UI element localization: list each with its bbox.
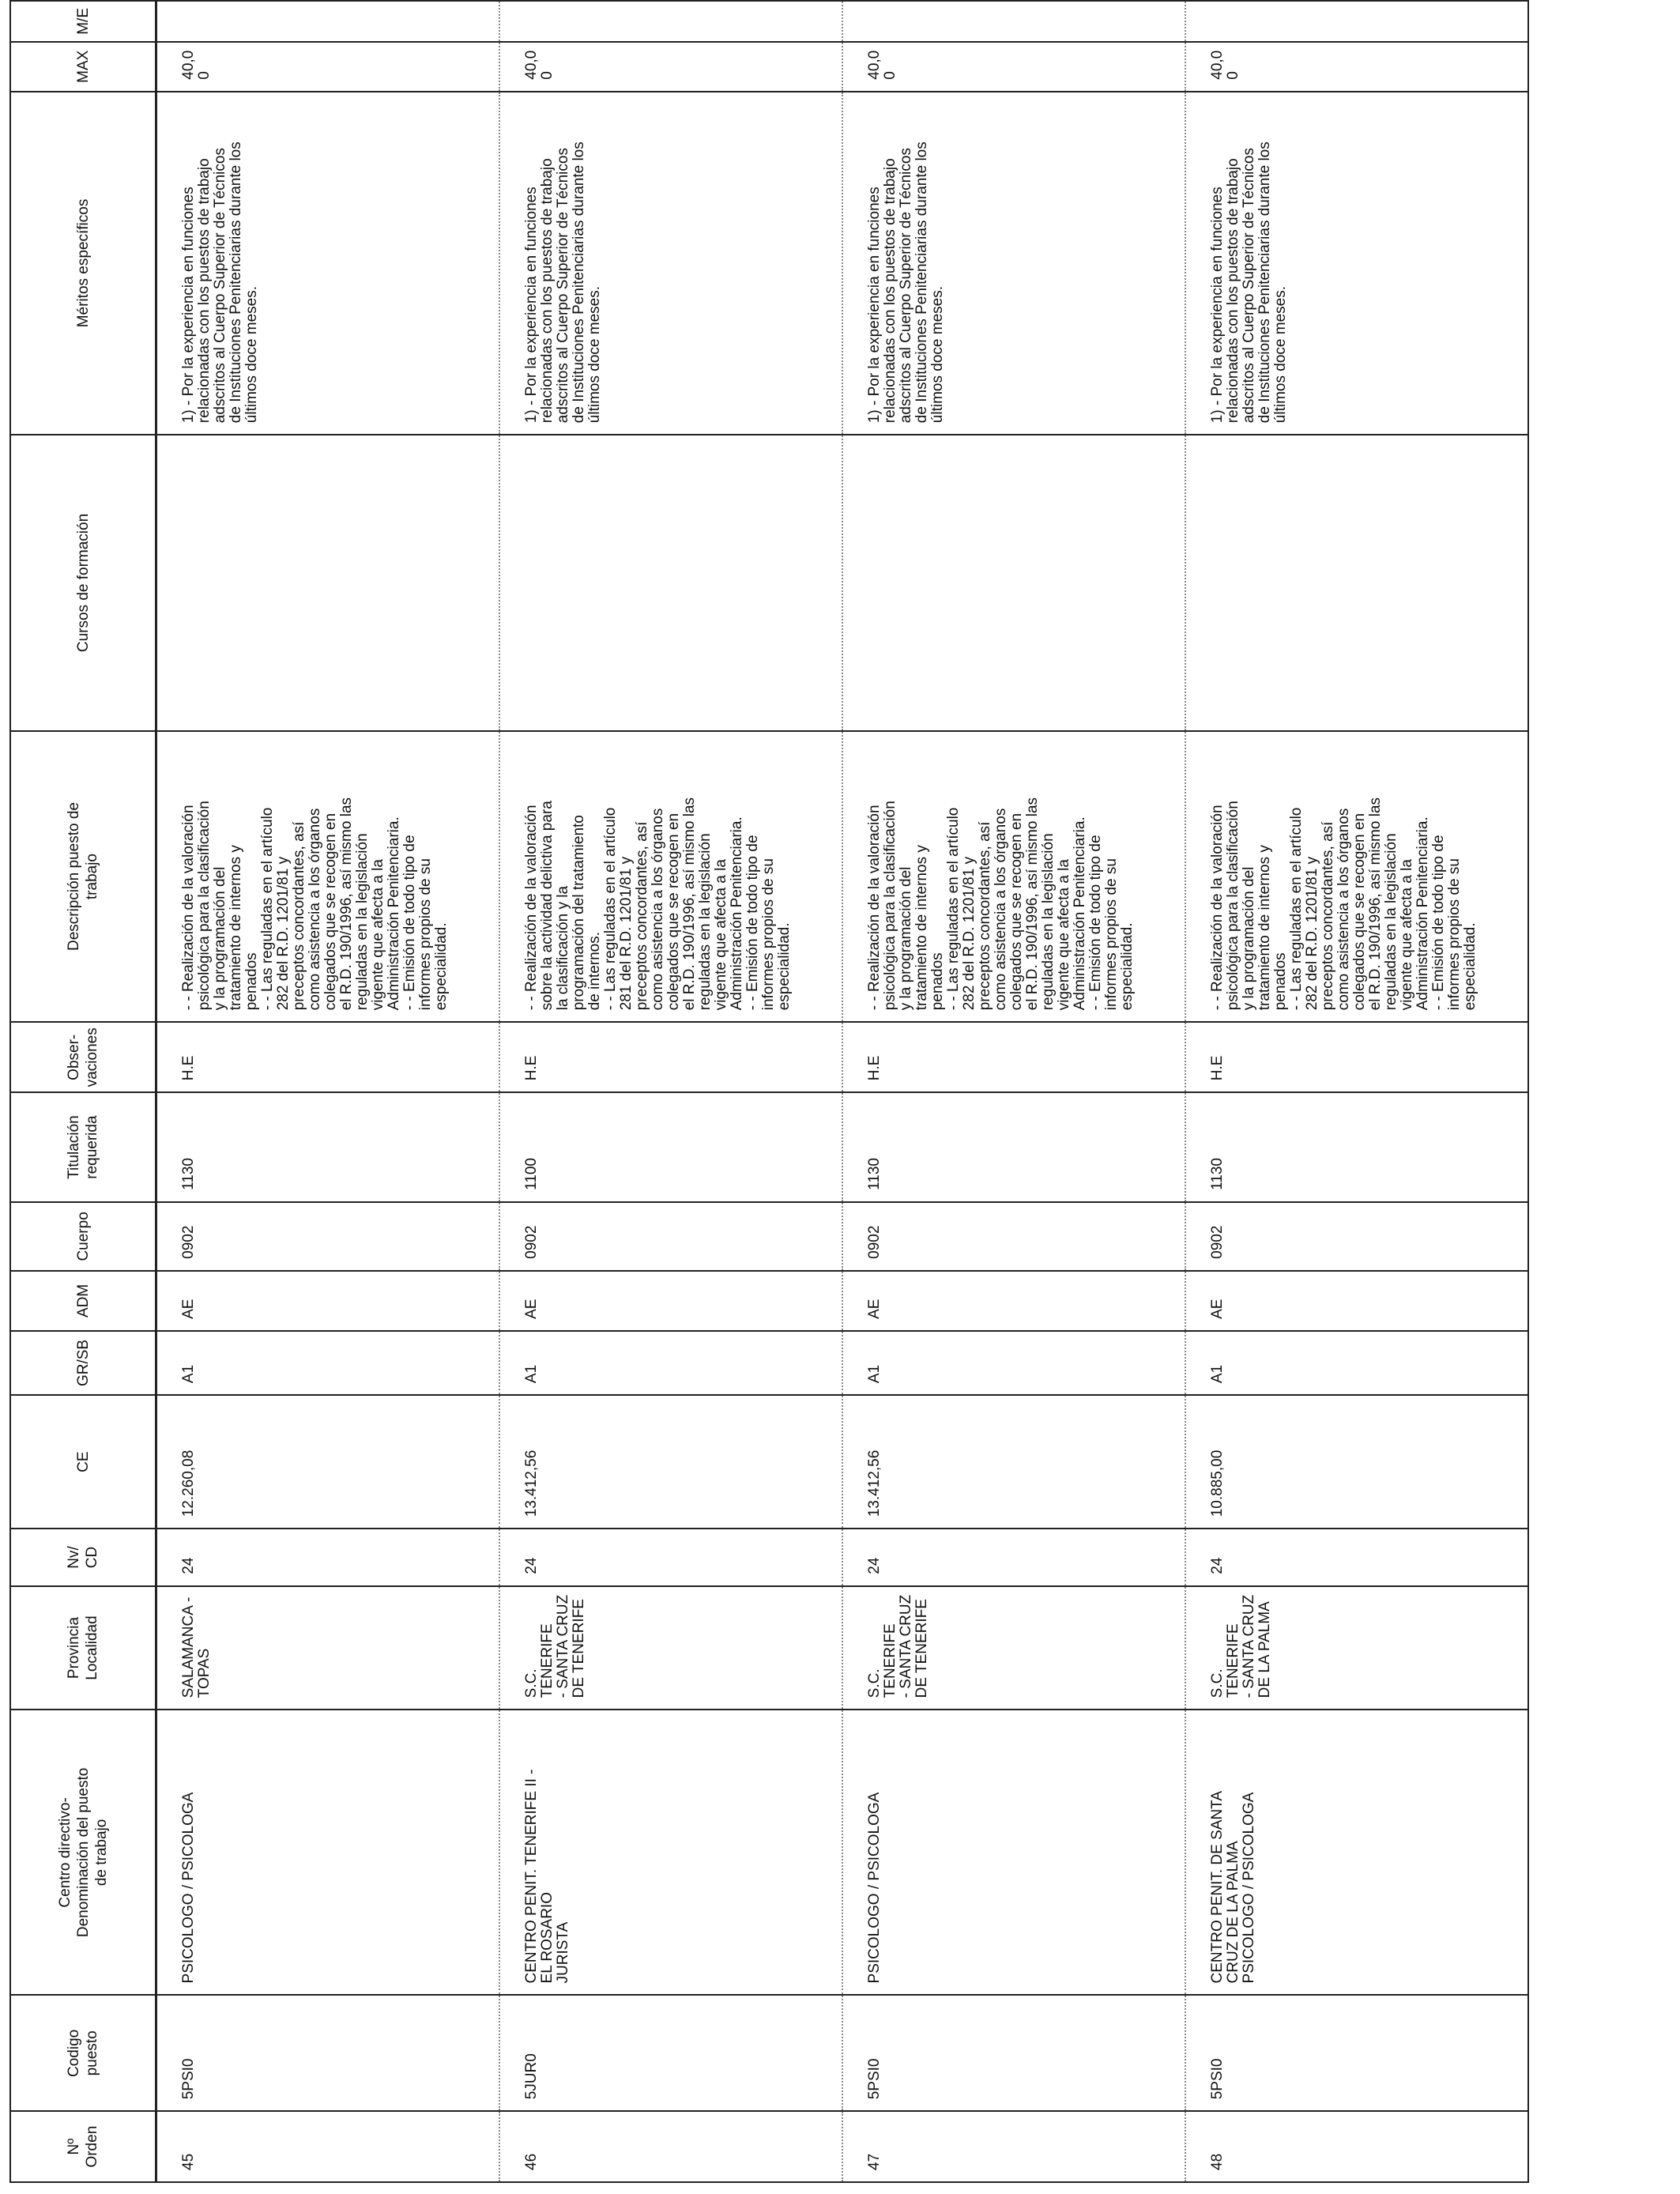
cell-max: 40,0 0 [499, 42, 842, 92]
cell-descripcion: - - Realización de la valoración psicológica para la clasificación y la programación del tratamiento de internos y penados - - Las reguladas en el artículo 282 del R.D. 1201/81 y preceptos concordantes, así como asistencia a los órganos colegados que se recogen en el R.D. 190/1996, así mismo las reguladas en la legislación vigente que afecta a la Administración Penitenciaria. - - Emisión de todo tipo de informes propios de su especialidad. [156, 731, 500, 1022]
header-cuerpo [10, 1202, 156, 1271]
header-cursos-line: Cursos de formación [74, 513, 92, 653]
header-me [10, 1, 156, 42]
cell-grupo: A1 [1185, 1331, 1528, 1395]
header-ce [10, 1395, 156, 1529]
cell-cuerpo: 0902 [499, 1202, 842, 1271]
cell-titulacion: 1130 [156, 1092, 500, 1202]
header-titulacion-line: Titulación [66, 1115, 82, 1179]
header-codigo [10, 1995, 156, 2111]
cell-max: 40,0 0 [1185, 42, 1528, 92]
header-centro-line: Denominación del puesto [74, 1767, 92, 1938]
header-descripcion [10, 731, 156, 1022]
cell-max: 40,0 0 [156, 42, 500, 92]
cell-codigo: 5PSI0 [156, 1995, 500, 2111]
cell-adm: AE [1185, 1271, 1528, 1331]
cell-me [156, 1, 500, 42]
cell-nivel: 24 [842, 1529, 1185, 1585]
cell-meritos: 1) - Por la experiencia en funciones relacionadas con los puestos de trabajo adscritos al Cuerpo Superior de Técnicos de Instituciones Penitenciarias durante los últimos doce meses. [499, 92, 842, 435]
cell-observaciones: H.E [1185, 1022, 1528, 1092]
cell-centro [156, 1710, 500, 1995]
cell-meritos: 1) - Por la experiencia en funciones relacionadas con los puestos de trabajo adscritos al Cuerpo Superior de Técnicos de Instituciones Penitenciarias durante los últimos doce meses. [156, 92, 500, 435]
cell-cursos [156, 435, 500, 731]
puesto-denominacion: PSICOLOGO / PSICOLOGA [866, 1792, 883, 1984]
cell-cuerpo: 0902 [842, 1202, 1185, 1271]
cell-nivel: 24 [156, 1529, 500, 1585]
cell-cursos [1185, 435, 1528, 731]
cell-provincia: S.C. TENERIFE - SANTA CRUZ DE LA PALMA [1185, 1586, 1528, 1710]
cell-descripcion: - - Realización de la valoración psicológica para la clasificación y la programación del tratamiento de internos y penados - - Las reguladas en el artículo 282 del R.D. 1201/81 y preceptos concordantes, así como asistencia a los órganos colegados que se recogen en el R.D. 190/1996, así mismo las reguladas en la legislación vigente que afecta a la Administración Penitenciaria. - - Emisión de todo tipo de informes propios de su especialidad. [1185, 731, 1528, 1022]
header-meritos-line: Méritos específicos [74, 198, 92, 328]
table-row [842, 1, 1185, 2182]
puesto-denominacion: JURISTA [555, 1921, 571, 1984]
cell-orden: 48 [1185, 2111, 1528, 2182]
cell-codigo: 5JUR0 [499, 1995, 842, 2111]
cell-observaciones: H.E [499, 1022, 842, 1092]
puesto-denominacion: PSICOLOGO / PSICOLOGA [180, 1792, 197, 1984]
header-nivel-line: CD [84, 1546, 100, 1569]
cell-ce: 13.412,56 [499, 1395, 842, 1529]
cell-provincia: SALAMANCA - TOPAS [156, 1586, 500, 1710]
header-provincia-line: Localidad [84, 1615, 100, 1680]
header-orden-line: Nº [66, 2138, 82, 2155]
cell-grupo: A1 [499, 1331, 842, 1395]
cell-ce: 10.885,00 [1185, 1395, 1528, 1529]
cell-nivel: 24 [1185, 1529, 1528, 1585]
cell-descripcion: - - Realización de la valoración psicológica para la clasificación y la programación del tratamiento de internos y penados - - Las reguladas en el artículo 282 del R.D. 1201/81 y preceptos concordantes, así como asistencia a los órganos colegados que se recogen en el R.D. 190/1996, así mismo las reguladas en la legislación vigente que afecta a la Administración Penitenciaria. - - Emisión de todo tipo de informes propios de su especialidad. [842, 731, 1185, 1022]
cell-observaciones: H.E [156, 1022, 500, 1092]
cell-cuerpo: 0902 [156, 1202, 500, 1271]
header-orden [10, 2111, 156, 2182]
cell-adm: AE [499, 1271, 842, 1331]
header-provincia-line: Provincia [66, 1616, 82, 1679]
header-observaciones-line: Obser- [66, 1034, 82, 1080]
header-observaciones-line: vaciones [84, 1027, 100, 1088]
cell-me [499, 1, 842, 42]
cell-orden: 45 [156, 2111, 500, 2182]
header-max-line: MAX [74, 50, 92, 83]
cell-grupo: A1 [156, 1331, 500, 1395]
vacancies-table [9, 0, 1529, 2183]
puesto-denominacion: PSICOLOGO / PSICOLOGA [1241, 1792, 1257, 1984]
cell-cursos [499, 435, 842, 731]
header-adm [10, 1271, 156, 1331]
header-row [10, 1, 156, 2182]
header-codigo-line: puesto [84, 2030, 100, 2076]
header-ce-line: CE [74, 1451, 92, 1472]
header-codigo-line: Codigo [66, 2029, 82, 2077]
cell-cuerpo: 0902 [1185, 1202, 1528, 1271]
centro-directivo: CENTRO PENIT. DE SANTA CRUZ DE LA PALMA [1209, 1790, 1241, 1984]
cell-provincia: S.C. TENERIFE - SANTA CRUZ DE TENERIFE [499, 1586, 842, 1710]
cell-adm: AE [156, 1271, 500, 1331]
cell-centro [842, 1710, 1185, 1995]
cell-cursos [842, 435, 1185, 731]
cell-grupo: A1 [842, 1331, 1185, 1395]
cell-titulacion: 1130 [1185, 1092, 1528, 1202]
table-row [499, 1, 842, 2182]
header-provincia [10, 1586, 156, 1710]
header-adm-line: ADM [74, 1284, 92, 1318]
header-observaciones [10, 1022, 156, 1092]
header-centro-line: Centro directivo- [56, 1797, 73, 1908]
cell-provincia: S.C. TENERIFE - SANTA CRUZ DE TENERIFE [842, 1586, 1185, 1710]
header-orden-line: Orden [84, 2125, 100, 2168]
cell-max: 40,0 0 [842, 42, 1185, 92]
cell-centro [1185, 1710, 1528, 1995]
header-meritos [10, 92, 156, 435]
cell-codigo: 5PSI0 [1185, 1995, 1528, 2111]
cell-ce: 12.260,08 [156, 1395, 500, 1529]
header-grupo [10, 1331, 156, 1395]
header-centro-line: de trabajo [92, 1819, 110, 1887]
cell-meritos: 1) - Por la experiencia en funciones relacionadas con los puestos de trabajo adscritos al Cuerpo Superior de Técnicos de Instituciones Penitenciarias durante los últimos doce meses. [842, 92, 1185, 435]
cell-titulacion: 1100 [499, 1092, 842, 1202]
cell-orden: 46 [499, 2111, 842, 2182]
cell-centro [499, 1710, 842, 1995]
header-descripcion-line: trabajo [84, 853, 100, 900]
cell-nivel: 24 [499, 1529, 842, 1585]
header-nivel [10, 1529, 156, 1585]
cell-orden: 47 [842, 2111, 1185, 2182]
header-cursos [10, 435, 156, 731]
cell-titulacion: 1130 [842, 1092, 1185, 1202]
table-row [156, 1, 500, 2182]
header-me-line: M/E [74, 8, 92, 35]
cell-codigo: 5PSI0 [842, 1995, 1185, 2111]
cell-adm: AE [842, 1271, 1185, 1331]
cell-me [1185, 1, 1528, 42]
header-titulacion [10, 1092, 156, 1202]
header-cuerpo-line: Cuerpo [74, 1212, 92, 1261]
cell-meritos: 1) - Por la experiencia en funciones relacionadas con los puestos de trabajo adscritos al Cuerpo Superior de Técnicos de Instituciones Penitenciarias durante los últimos doce meses. [1185, 92, 1528, 435]
header-titulacion-line: requerida [84, 1115, 100, 1179]
cell-ce: 13.412,56 [842, 1395, 1185, 1529]
cell-me [842, 1, 1185, 42]
cell-descripcion: - - Realización de la valoración sobre la actividad delictiva para la clasificación y la programación del tratamiento de internos. - - Las reguladas en el artículo 281 del R.D. 1201/81 y preceptos concordantes, así como asistencia a los órganos colegados que se recogen en el R.D. 190/1996, así mismo las reguladas en la legislación vigente que afecta a la Administración Penitenciaria. - - Emisión de todo tipo de informes propios de su especialidad. [499, 731, 842, 1022]
header-nivel-line: Nv/ [66, 1546, 82, 1569]
header-max [10, 42, 156, 92]
cell-observaciones: H.E [842, 1022, 1185, 1092]
centro-directivo: CENTRO PENIT. TENERIFE II - EL ROSARIO [523, 1769, 556, 1984]
header-grupo-line: GR/SB [74, 1339, 92, 1387]
table-row [1185, 1, 1528, 2182]
header-centro [10, 1710, 156, 1995]
header-descripcion-line: Descripción puesto de [66, 802, 82, 952]
